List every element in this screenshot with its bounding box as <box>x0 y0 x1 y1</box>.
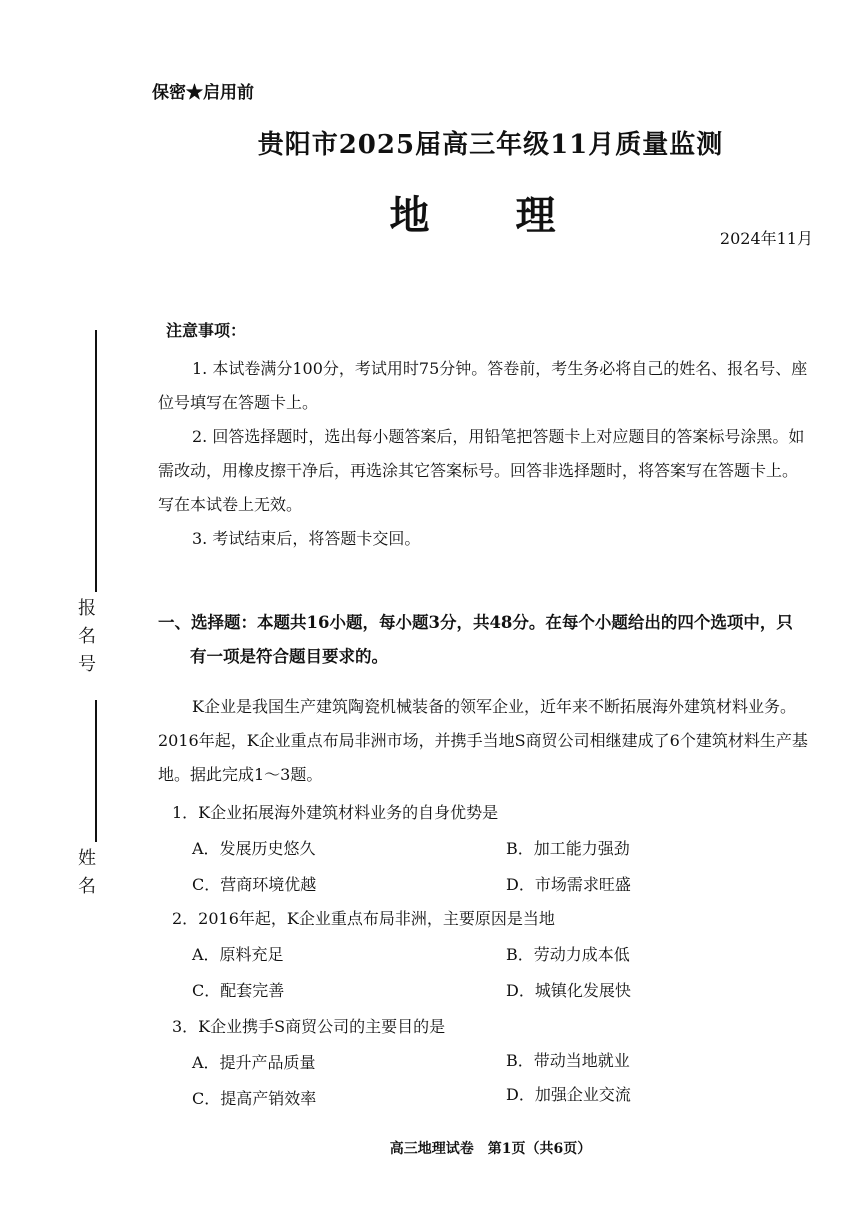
note-item-1: 1. 本试卷满分100分，考试用时75分钟。答卷前，考生务必将自己的姓名、报名号、座位号填写在答题卡上。 <box>158 359 808 412</box>
question-1-option-b[interactable]: B．加工能力强劲 <box>506 839 630 858</box>
question-3-option-a[interactable]: A．提升产品质量 <box>192 1053 316 1072</box>
question-3-option-d[interactable]: D．加强企业交流 <box>506 1085 631 1104</box>
question-3-option-c[interactable]: C．提高产销效率 <box>192 1089 317 1108</box>
section-heading <box>158 606 810 674</box>
question-2-option-d[interactable]: D．城镇化发展快 <box>506 981 631 1000</box>
subject-title: 地 理 <box>389 192 592 239</box>
confidential-mark: 保密★启用前 <box>152 83 254 103</box>
question-1-option-a[interactable]: A．发展历史悠久 <box>192 839 316 858</box>
notes-heading: 注意事项： <box>166 321 247 340</box>
question-3-stem: 3．K企业携手S商贸公司的主要目的是 <box>172 1017 446 1036</box>
binding-margin-line-mid <box>95 700 97 842</box>
note-item-3: 3. 考试结束后，将答题卡交回。 <box>192 529 421 548</box>
section-heading-line1: 一、选择题：本题共16小题，每小题3分，共48分。在每个小题给出的四个选项中，只 <box>158 613 793 632</box>
page-footer: 高三地理试卷 第1页（共6页） <box>389 1141 592 1157</box>
question-2-option-b[interactable]: B．劳动力成本低 <box>506 945 630 964</box>
question-2-option-a[interactable]: A．原料充足 <box>192 945 284 964</box>
name-label: 姓名 <box>75 848 96 904</box>
question-2-stem: 2．2016年起，K企业重点布局非洲，主要原因是当地 <box>172 909 555 928</box>
reading-passage: K企业是我国生产建筑陶瓷机械装备的领军企业，近年来不断拓展海外建筑材料业务。2016年起，K企业重点布局非洲市场，并携手当地S商贸公司相继建成了6个建筑材料生产基地。据此完成1～3题。 <box>158 697 808 784</box>
exam-title: 贵阳市2025届高三年级11月质量监测 <box>257 130 724 160</box>
question-3-option-b[interactable]: B．带动当地就业 <box>506 1051 630 1070</box>
section-heading-line2: 有一项是符合题目要求的。 <box>190 647 388 666</box>
question-1-option-d[interactable]: D．市场需求旺盛 <box>506 875 631 894</box>
exam-date: 2024年11月 <box>719 229 813 248</box>
question-2-option-c[interactable]: C．配套完善 <box>192 981 285 1000</box>
question-1-stem: 1．K企业拓展海外建筑材料业务的自身优势是 <box>172 803 499 822</box>
question-1-option-c[interactable]: C．营商环境优越 <box>192 875 317 894</box>
binding-margin-line-top <box>95 330 97 592</box>
note-item-2: 2. 回答选择题时，选出每小题答案后，用铅笔把答题卡上对应题目的答案标号涂黑。如需改动，用橡皮擦干净后，再选涂其它答案标号。回答非选择题时，将答案写在答题卡上。写在本试卷上无效。 <box>158 427 805 514</box>
student-id-label: 报名号 <box>75 598 96 682</box>
